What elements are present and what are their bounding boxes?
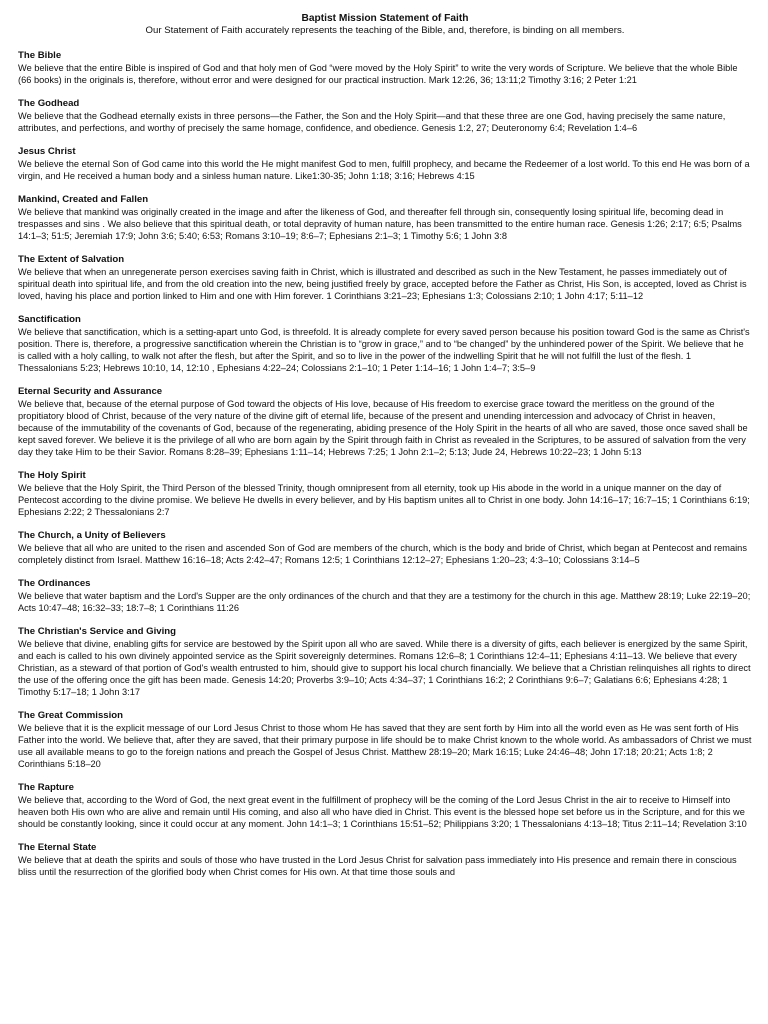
section-body: We believe that sanctification, which is a setting-apart unto God, is threefold. It is already complete for every saved person because his position toward God is the same as Christ's position. There is, therefore, a progressive sanctification wherein the Christian is to “grow in grace,” and to “be changed” by the unhindered power of the Spirit. We believe that he is called with a holy calling, to walk not after the flesh, but after the Spirit, and so to live in the power of the indwelling Spirit that he will not fulfill the lust of the flesh. 1 Thessalonians 5:23; Hebrews 10:10, 14, 12:10 , Ephesians 4:22–24; Colossians 2:1–10; 1 Peter 1:14–16; 1 John 1:4–7; 3:5–9 bbox=[18, 327, 750, 373]
section-body: We believe that at death the spirits and souls of those who have trusted in the Lord Jesus Christ for salvation pass immediately into His presence and remain there in conscious bliss until the resurrection of the glorified body when Christ comes for His own. At that time those souls and bbox=[18, 855, 737, 877]
section-body: We believe that water baptism and the Lord's Supper are the only ordinances of the church and that they are a testimony for the church in this age. Matthew 28:19; Luke 22:19–20; Acts 10:47–48; 16:32–33; 18:7–8; 1 Corinthians 11:26 bbox=[18, 591, 751, 613]
section-body: We believe that the entire Bible is inspired of God and that holy men of God “were moved by the Holy Spirit” to write the very words of Scripture. We believe that the whole Bible (66 books) in the originals is, therefore, without error and were designed for our practical instruction. Mark 12:26, 36; 13:11;2 Timothy 3:16; 2 Peter 1:21 bbox=[18, 63, 738, 85]
section-mankind-created-and-fallen bbox=[18, 194, 752, 242]
section-body: We believe that, according to the Word of God, the next great event in the fulfillment of prophecy will be the coming of the Lord Jesus Christ in the air to receive to Himself into heaven both His own who are alive and remain until His coming, and also all who have died in Christ. This event is the blessed hope set before us in the Scripture, and for this we should be constantly looking, since it could occur at any moment. John 14:1–3; 1 Corinthians 15:51–52; Philippians 3:20; 1 Thessalonians 4:13–18; Titus 2:11–14; Revelation 3:10 bbox=[18, 795, 747, 829]
section-the-ordinances bbox=[18, 578, 752, 614]
section-body: We believe the eternal Son of God came into this world the He might manifest God to men, fulfill prophecy, and became the Redeemer of a lost world. To this end He was born of a virgin, and He received a human body and a sinless human nature. Like1:30-35; John 1:18; 3:16; Hebrews 4:15 bbox=[18, 159, 750, 181]
section-heading: Sanctification bbox=[18, 314, 81, 325]
section-heading: The Church, a Unity of Believers bbox=[18, 530, 166, 541]
document-title: Baptist Mission Statement of Faith bbox=[301, 13, 469, 24]
section-heading: The Godhead bbox=[18, 98, 80, 109]
section-heading: Mankind, Created and Fallen bbox=[18, 194, 149, 205]
section-body: We believe that the Holy Spirit, the Third Person of the blessed Trinity, though omnipresent from all eternity, took up His abode in the world in a unique manner on the day of Pentecost according to the divine promise. We believe He dwells in every believer, and by His baptism unites all to Christ in one body. John 14:16–17; 16:7–15; 1 Corinthians 6:19; Ephesians 2:22; 2 Thessalonians 2:7 bbox=[18, 483, 750, 517]
section-jesus-christ bbox=[18, 146, 752, 182]
section-the-church bbox=[18, 530, 752, 566]
section-great-commission bbox=[18, 710, 752, 770]
section-body: We believe that, because of the eternal purpose of God toward the objects of His love, because of His freedom to exercise grace toward the meritless on the ground of the propitiatory blood of Christ, because of the very nature of the divine gift of eternal life, because of the present and unending intercession and advocacy of Christ in heaven, because of the immutability of the covenants of God, because of the regenerating, abiding presence of the Holy Spirit in the hearts of all who are saved, those once saved shall be kept saved forever. We believe it is the privilege of all who are born again by the Spirit through faith in Christ as revealed in the Scriptures, to be assured of salvation from the very day they take Him to be their Savior. Romans 8:28–39; Ephesians 1:11–14; Hebrews 7:25; 1 John 2:1–2; 5:13; Jude 24, Hebrews 10:22–23; 1 John 5:13 bbox=[18, 399, 748, 457]
section-body: We believe that the Godhead eternally exists in three persons—the Father, the Son and the Holy Spirit—and that these three are one God, having precisely the same nature, attributes, and perfections, and worthy of precisely the same homage, confidence, and obedience. Genesis 1:2, 27; Deuteronomy 6:4; Revelation 1:4–6 bbox=[18, 111, 726, 133]
section-the-rapture bbox=[18, 782, 752, 830]
section-heading: The Eternal State bbox=[18, 842, 97, 853]
section-service-and-giving bbox=[18, 626, 752, 698]
section-heading: The Great Commission bbox=[18, 710, 124, 721]
section-eternal-security bbox=[18, 386, 752, 458]
section-body: We believe that mankind was originally created in the image and after the likeness of God, and thereafter fell through sin, consequently losing spiritual life, becoming dead in trespasses and sins . We also believe that this spiritual death, or total depravity of human nature, has been transmitted to the entire human race. Genesis 1:26; 2:17; 6:5; Psalms 14:1–3; 51:5; Jeremiah 17:9; John 3:6; 5:40; 6:53; Romans 3:10–19; 8:6–7; Ephesians 2:1–3; 1 Timothy 5:6; 1 John 3:8 bbox=[18, 207, 742, 241]
section-eternal-state bbox=[18, 842, 752, 878]
section-heading: The Christian's Service and Giving bbox=[18, 626, 176, 637]
section-heading: The Holy Spirit bbox=[18, 470, 86, 481]
section-body: We believe that all who are united to the risen and ascended Son of God are members of the church, which is the body and bride of Christ, which began at Pentecost and remains completely distinct from Israel. Matthew 16:16–18; Acts 2:42–47; Romans 12:5; 1 Corinthians 12:12–27; Ephesians 1:20–23; 4:3–10; Colossians 3:14–5 bbox=[18, 543, 747, 565]
section-heading: The Rapture bbox=[18, 782, 74, 793]
section-heading: The Extent of Salvation bbox=[18, 254, 125, 265]
section-the-bible bbox=[18, 50, 752, 86]
section-heading: Eternal Security and Assurance bbox=[18, 386, 163, 397]
section-the-godhead bbox=[18, 98, 752, 134]
section-body: We believe that when an unregenerate person exercises saving faith in Christ, which is illustrated and described as such in the New Testament, he passes immediately out of spiritual death into spiritual life, and from the old creation into the new, being justified freely by grace, accepted before the Father as Christ, His Son, is accepted, loved as Christ is loved, having his place and portion linked to Him and one with Him forever. 1 Corinthians 3:21–23; Ephesians 1:3; Colossians 2:10; 1 John 4:17; 5:11–12 bbox=[18, 267, 747, 301]
section-heading: Jesus Christ bbox=[18, 146, 76, 157]
section-holy-spirit bbox=[18, 470, 752, 518]
section-body: We believe that it is the explicit message of our Lord Jesus Christ to those whom He has saved that they are sent forth by Him into all the world even as He was sent forth of His Father into the world. We believe that, after they are saved, that their primary purpose in life should be to make Christ known to the whole world. As ambassadors of Christ we must use all available means to go to the foreign nations and preach the Gospel of Jesus Christ. Matthew 28:19–20; Mark 16:15; Luke 24:46–48; John 17:18; 20:21; Acts 1:8; 2 Corinthians 5:18–20 bbox=[18, 723, 752, 769]
section-sanctification bbox=[18, 314, 752, 374]
section-heading: The Bible bbox=[18, 50, 62, 61]
document-subtitle: Our Statement of Faith accurately represents the teaching of the Bible, and, therefore, is binding on all members. bbox=[145, 25, 625, 36]
section-heading: The Ordinances bbox=[18, 578, 91, 589]
section-body: We believe that divine, enabling gifts for service are bestowed by the Spirit upon all who are saved. While there is a diversity of gifts, each believer is energized by the same Spirit, and each is called to his own divinely appointed service as the Spirit sovereignly determines. Romans 12:6–8; 1 Corinthians 12:4–11; Ephesians 4:11–13. We believe that every Christian, as a steward of that portion of God's wealth entrusted to him, should give to support his local church financially. We believe that a Christian relinquishes all rights to direct the use of the offering once the gift has been made. Genesis 14:20; Proverbs 3:9–10; Acts 4:34–37; 1 Corinthians 16:2; 2 Corinthians 9:6–7; Galatians 6:6; Ephesians 4:28; 1 Timothy 5:17–18; 1 John 3:17 bbox=[18, 639, 751, 697]
section-extent-of-salvation bbox=[18, 254, 752, 302]
